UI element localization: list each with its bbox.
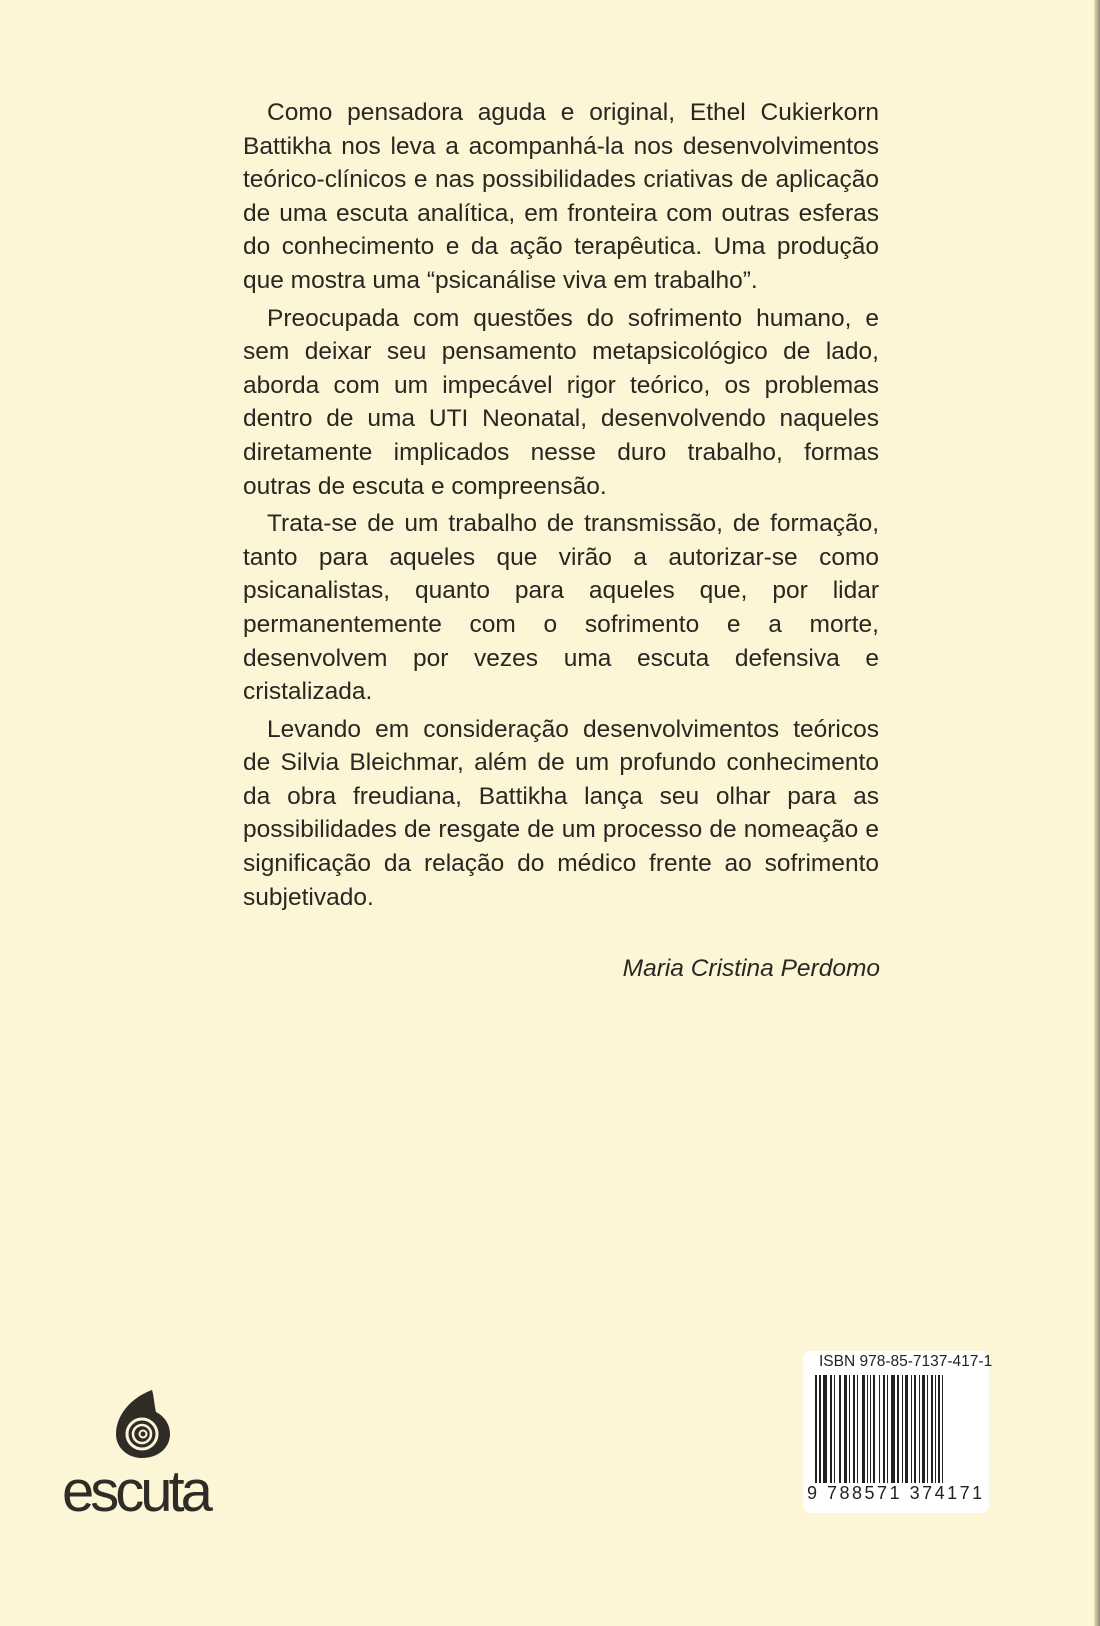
blurb-paragraph-4: Levando em consideração desenvolvimentos teóricos de Silvia Bleichmar, além de um profundo conhecimento da obra freudiana, Battikha lança seu olhar para as possibilidades de resgate de um processo de nomeação e significação da relação do médico frente ao sofrimento subjetivado. xyxy=(243,715,879,911)
blurb-paragraph-1: Como pensadora aguda e original, Ethel Cukierkorn Battikha nos leva a acompanhá-la nos desenvolvimentos teórico-clínicos e nas possibilidades criativas de aplicação de uma escuta analítica, em fronteira com outras esferas do conhecimento e da ação terapêutica. Uma produção que mostra uma “psicanálise viva em trabalho”. xyxy=(243,99,879,294)
nautilus-shell-icon xyxy=(112,1388,174,1460)
publisher-name: escuta xyxy=(62,1459,209,1524)
barcode-bars xyxy=(815,1375,983,1491)
blurb-paragraph-2: Preocupada com questões do sofrimento humano, e sem deixar seu pensamento metapsicológico de lado, aborda com um impecável rigor teórico, os problemas dentro de uma UTI Neonatal, desenvolvendo naqueles diretamente implicados nesse duro trabalho, formas outras de escuta e compreensão. xyxy=(243,304,879,500)
barcode-digits: 9 788571 374171 xyxy=(807,1483,985,1503)
publisher-logo xyxy=(62,1388,232,1524)
blurb-paragraph-3: Trata-se de um trabalho de transmissão, de formação, tanto para aqueles que virão a autorizar-se como psicanalistas, quanto para aqueles que, por lidar permanentemente com o sofrimento e a morte, desenvolvem por vezes uma escuta defensiva e cristalizada. xyxy=(243,510,879,706)
isbn-label: ISBN 978-85-7137-417-1 xyxy=(819,1353,993,1370)
book-spine-edge xyxy=(1094,0,1100,1626)
back-cover-blurb xyxy=(243,96,879,918)
blurb-author-signature: Maria Cristina Perdomo xyxy=(622,955,880,982)
isbn-barcode xyxy=(803,1351,993,1513)
